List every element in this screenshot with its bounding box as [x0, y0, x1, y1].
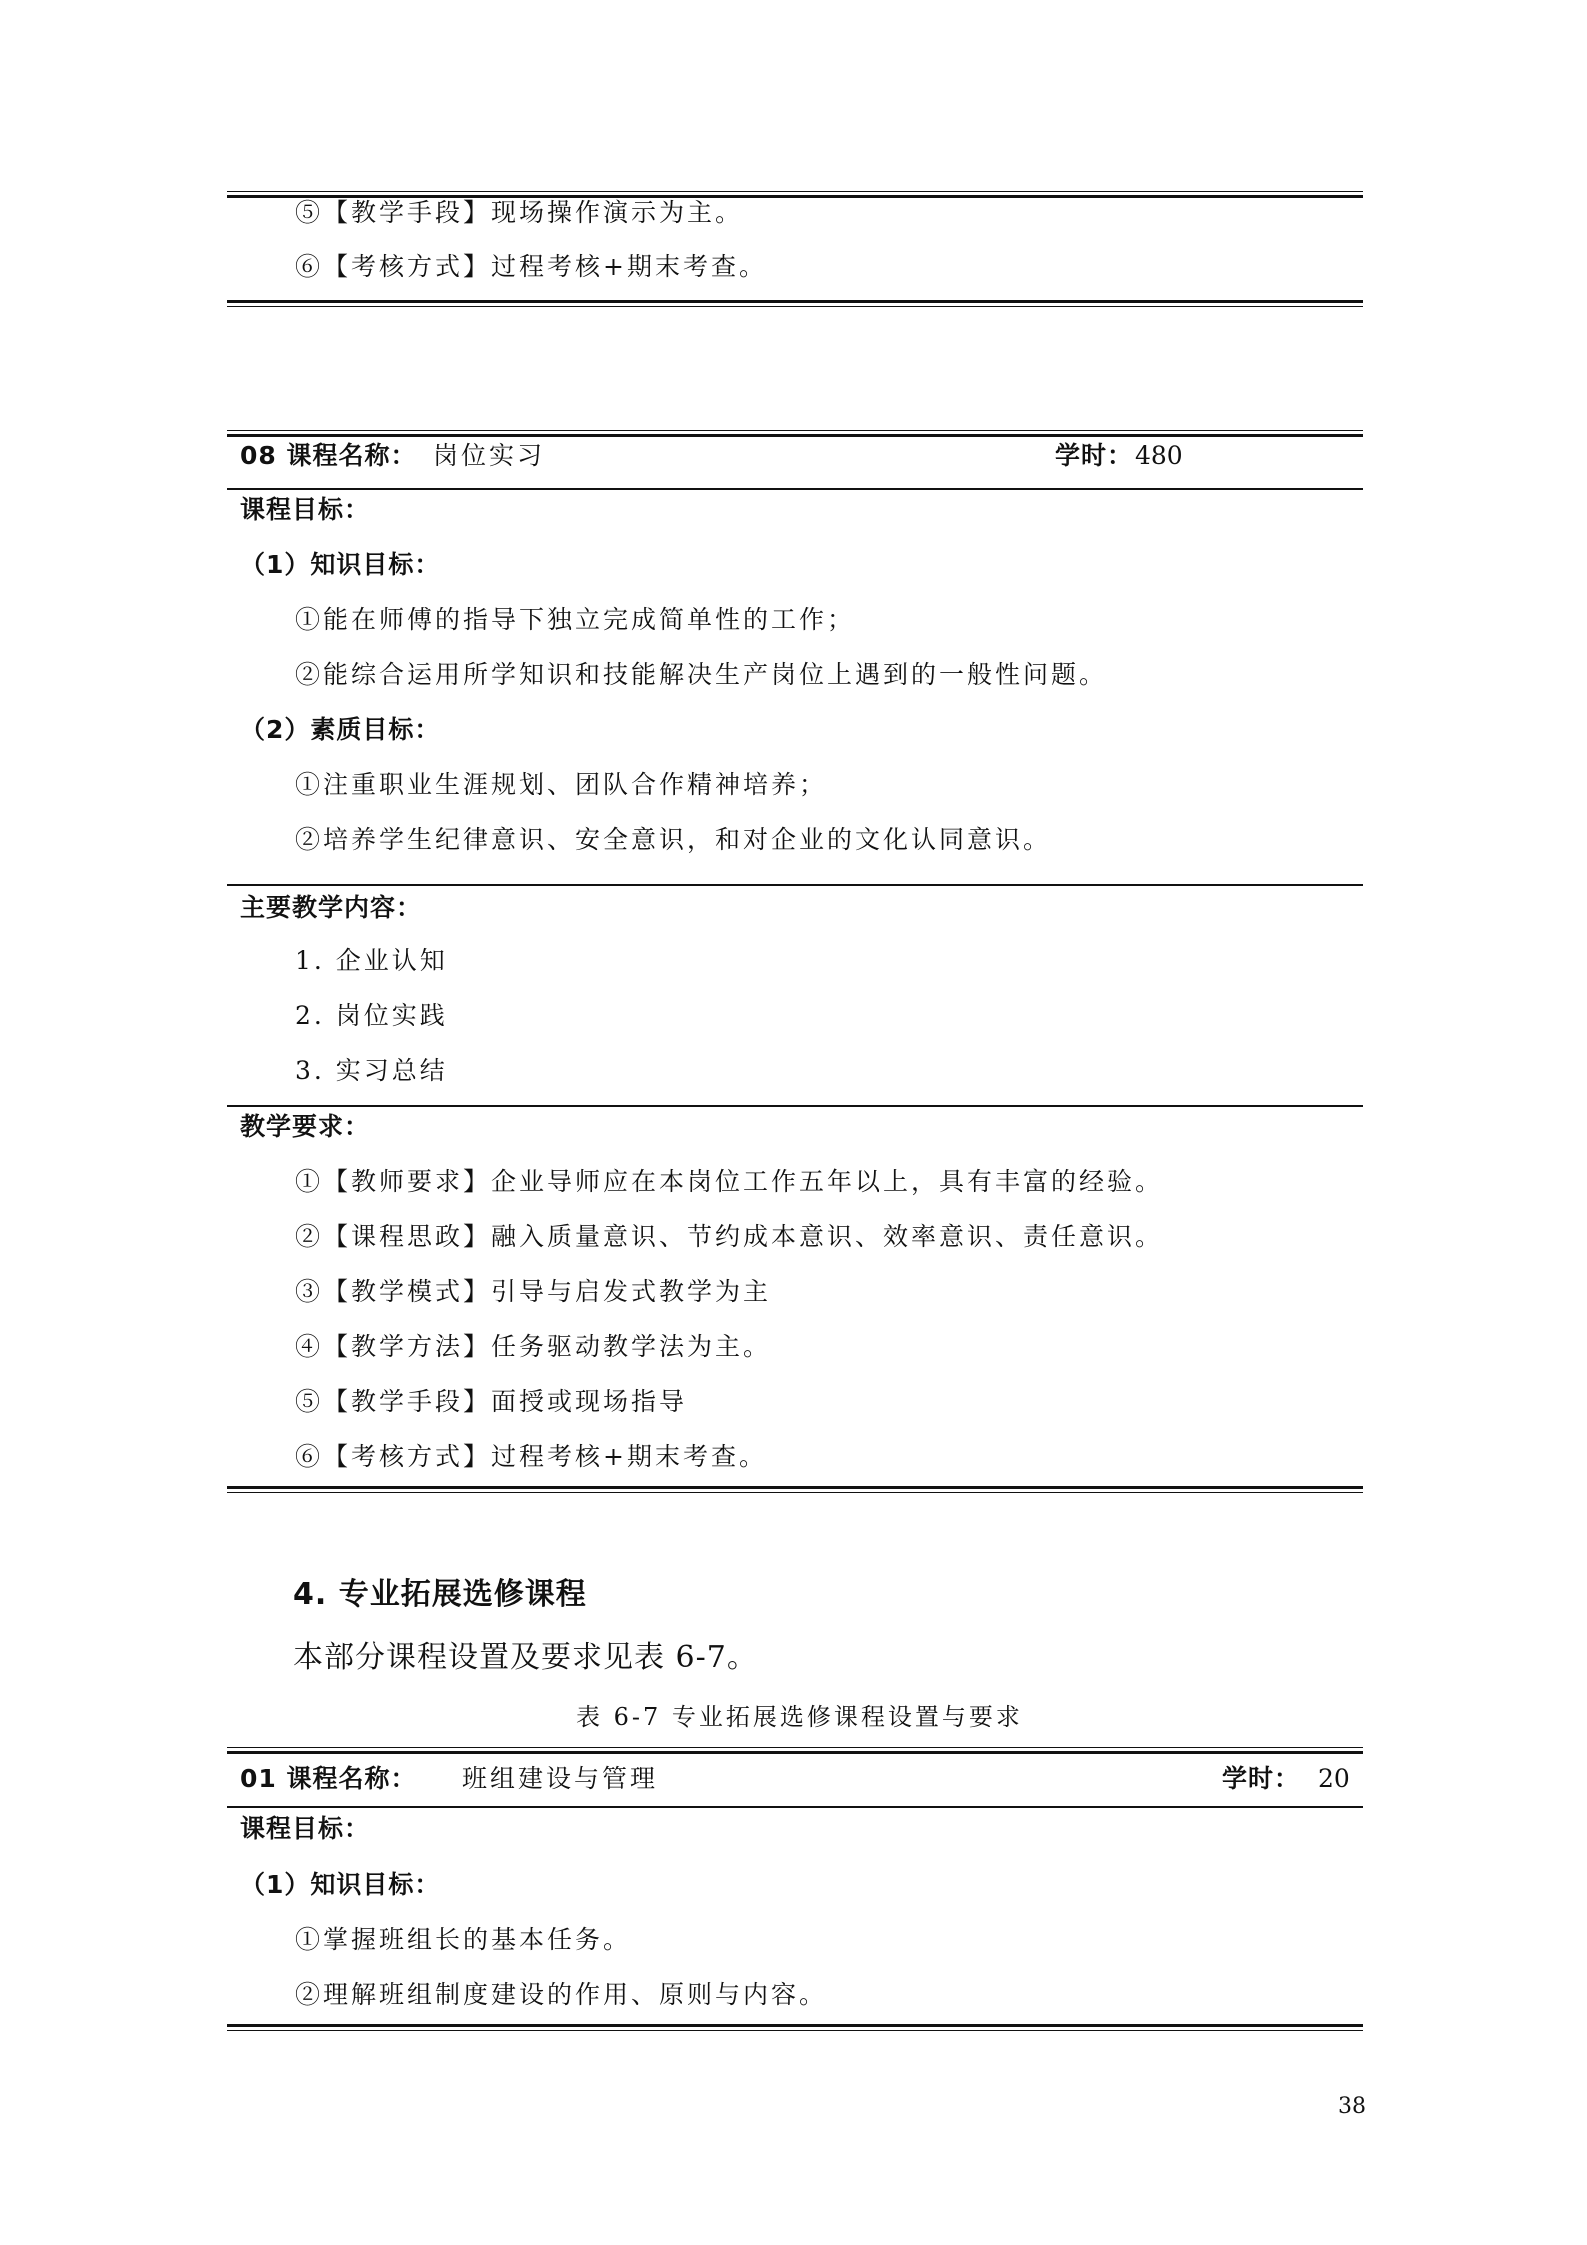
- page-number: 38: [1338, 2094, 1366, 2119]
- knowledge-item: ②能综合运用所学知识和技能解决生产岗位上遇到的一般性问题。: [295, 660, 1108, 689]
- table-border-bottom: [227, 2024, 1363, 2031]
- knowledge-title: （1）知识目标：: [240, 1870, 441, 1899]
- requirement-item: ⑤【教学手段】面授或现场指导: [295, 1387, 688, 1416]
- table-border-top: [227, 1747, 1363, 1754]
- objectives-title: 课程目标：: [240, 1814, 371, 1843]
- requirement-item: ①【教师要求】企业导师应在本岗位工作五年以上，具有丰富的经验。: [295, 1167, 1164, 1196]
- knowledge-title: （1）知识目标：: [240, 550, 441, 579]
- course-name: 班组建设与管理: [462, 1764, 659, 1793]
- section-paragraph: 本部分课程设置及要求见表 6-7。: [293, 1640, 758, 1675]
- section-heading: 4. 专业拓展选修课程: [293, 1577, 587, 1612]
- course-hours: 480: [1135, 441, 1183, 470]
- quality-item: ①注重职业生涯规划、团队合作精神培养；: [295, 770, 828, 799]
- knowledge-item: ②理解班组制度建设的作用、原则与内容。: [295, 1980, 828, 2009]
- content-item: 3. 实习总结: [295, 1056, 448, 1085]
- course-code-label: 01 课程名称：: [240, 1764, 417, 1793]
- quality-title: （2）素质目标：: [240, 715, 441, 744]
- divider: [227, 1806, 1363, 1808]
- requirement-item: ⑥【考核方式】过程考核+期末考查。: [295, 1442, 767, 1471]
- table-border-bottom: [227, 1486, 1363, 1493]
- divider: [227, 1105, 1363, 1107]
- table-border-top: [227, 430, 1363, 437]
- requirement-item: ④【教学方法】任务驱动教学法为主。: [295, 1332, 772, 1361]
- requirement-item: ②【课程思政】融入质量意识、节约成本意识、效率意识、责任意识。: [295, 1222, 1164, 1251]
- objectives-title: 课程目标：: [240, 495, 371, 524]
- course-name: 岗位实习: [433, 441, 546, 470]
- requirements-title: 教学要求：: [240, 1112, 371, 1141]
- divider: [227, 884, 1363, 886]
- table-border-bottom: [227, 300, 1363, 307]
- course-hours-label: 学时：: [1055, 441, 1134, 470]
- table-border-top: [227, 191, 1363, 198]
- content-title: 主要教学内容：: [240, 893, 423, 922]
- content-item: 2. 岗位实践: [295, 1001, 448, 1030]
- requirement-item: ⑤【教学手段】现场操作演示为主。: [295, 198, 744, 227]
- requirement-item: ③【教学模式】引导与启发式教学为主: [295, 1277, 772, 1306]
- content-item: 1. 企业认知: [295, 946, 448, 975]
- knowledge-item: ①能在师傅的指导下独立完成简单性的工作；: [295, 605, 856, 634]
- table-caption: 表 6-7 专业拓展选修课程设置与要求: [576, 1703, 1023, 1731]
- quality-item: ②培养学生纪律意识、安全意识，和对企业的文化认同意识。: [295, 825, 1052, 854]
- course-hours: 20: [1318, 1764, 1350, 1793]
- knowledge-item: ①掌握班组长的基本任务。: [295, 1925, 632, 1954]
- course-hours-label: 学时：: [1222, 1764, 1301, 1793]
- requirement-item: ⑥【考核方式】过程考核+期末考查。: [295, 252, 767, 281]
- course-code-label: 08 课程名称：: [240, 441, 417, 470]
- divider: [227, 488, 1363, 490]
